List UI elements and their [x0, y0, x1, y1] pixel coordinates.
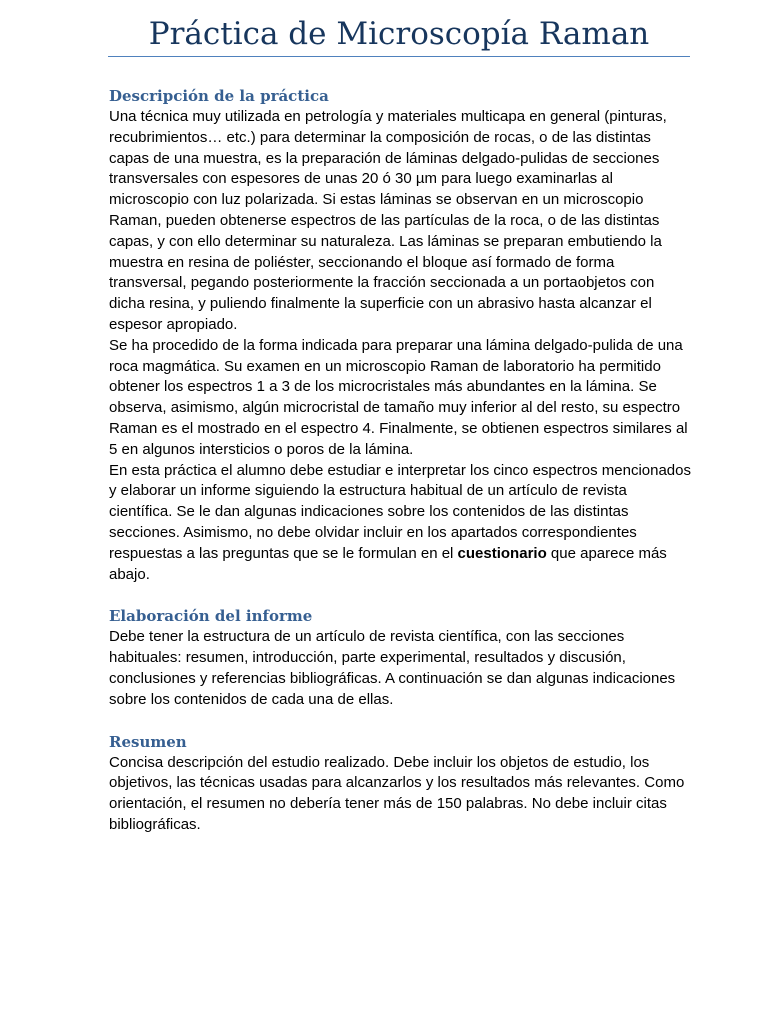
section-descripcion [109, 85, 694, 585]
descripcion-paragraph-3 [109, 461, 694, 586]
section-heading-elaboracion: Elaboración del informe [109, 607, 313, 626]
section-resumen [109, 731, 694, 836]
document-title: Práctica de Microscopía Raman [148, 16, 650, 52]
section-elaboracion [109, 605, 694, 710]
document-body [109, 85, 694, 836]
title-underline-rule [108, 56, 690, 57]
section-heading-resumen: Resumen [109, 732, 187, 751]
section-heading-descripcion: Descripción de la práctica [109, 87, 329, 105]
elaboracion-paragraph-1: Debe tener la estructura de un artículo de revista científica, con las secciones habituales: resumen, introducción, parte experimental, resultados y discusión, conclusiones y referencias bibliográficas. A continuación se dan algunas indicaciones sobre los contenidos de cada una de ellas. [109, 628, 676, 708]
descripcion-paragraph-2: Se ha procedido de la forma indicada para preparar una lámina delgado-pulida de una roca magmática. Su examen en un microscopio Raman de laboratorio ha permitido obtener los espectros 1 a 3 de los microcristales más abundantes en la lámina. Se observa, asimismo, algún microcristal de tamaño muy inferior al del resto, su espectro Raman es el mostrado en el espectro 4. Finalmente, se obtienen espectros similares al 5 en algunos intersticios o poros de la lámina. [109, 336, 688, 458]
descripcion-paragraph-3-tail: que aparece más abajo. [109, 544, 667, 583]
cuestionario-bold-term: cuestionario [457, 544, 547, 562]
resumen-paragraph-1: Concisa descripción del estudio realizado. Debe incluir los objetos de estudio, los objetivos, las técnicas usadas para alcanzarlos y los resultados más relevantes. Como orientación, el resumen no debería tener más de 150 palabras. No debe incluir citas bibliográficas. [109, 753, 685, 833]
descripcion-paragraph-3-text: En esta práctica el alumno debe estudiar e interpretar los cinco espectros mencionados y elaborar un informe siguiendo la estructura habitual de un artículo de revista científica. Se le dan algunas indicaciones sobre los contenidos de las distintas secciones. Asimismo, no debe olvidar incluir en los apartados correspondientes respuestas a las preguntas que se le formulan en el [109, 461, 691, 562]
descripcion-paragraph-1: Una técnica muy utilizada en petrología y materiales multicapa en general (pinturas, recubrimientos… etc.) para determinar la composición de rocas, o de las distintas capas de una muestra, es la preparación de láminas delgado-pulidas de secciones transversales con espesores de unas 20 ó 30 µm para luego examinarlas al microscopio con luz polarizada. Si estas láminas se observan en un microscopio Raman, pueden obtenerse espectros de las partículas de la roca, o de las distintas capas, y con ello determinar su naturaleza. Las láminas se preparan embutiendo la muestra en resina de poliéster, seccionando el bloque así formado de forma transversal, pegando posteriormente la fracción seccionada a un portaobjetos con dicha resina, y puliendo finalmente la superficie con un abrasivo hasta alcanzar el espesor apropiado. [109, 108, 667, 333]
